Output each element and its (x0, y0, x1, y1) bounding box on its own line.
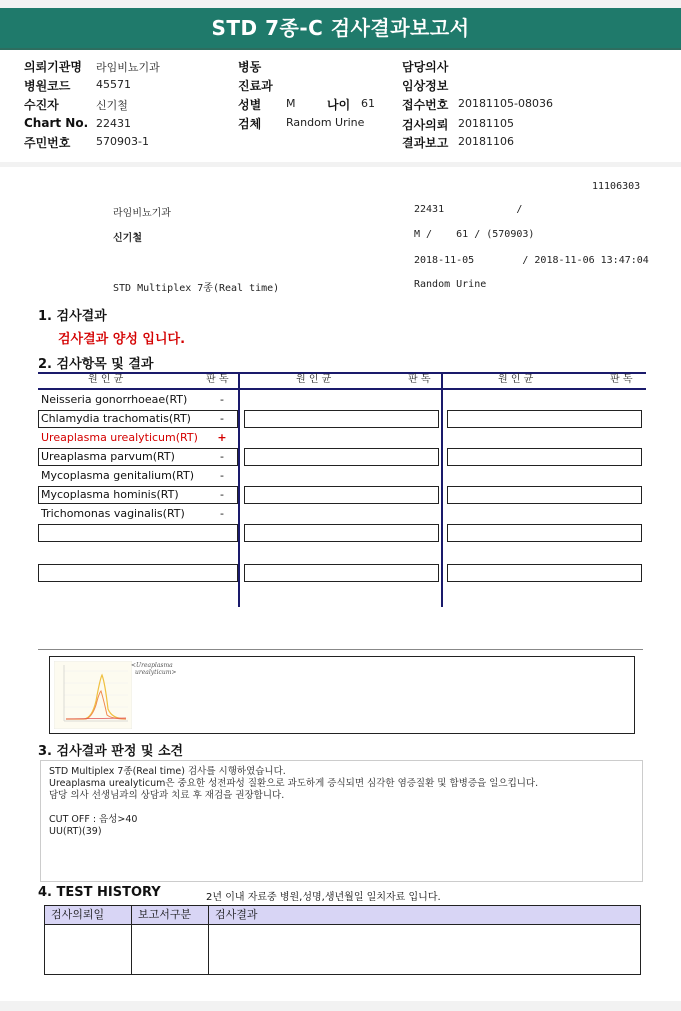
table-row (38, 448, 238, 466)
empty-cell (244, 564, 439, 582)
empty-cell (447, 486, 642, 504)
institution-label: 의뢰기관명 (24, 60, 82, 74)
report-dates: 2018-11-05 / 2018-11-06 13:47:04 (414, 255, 649, 266)
section-result-title: 1. 검사결과 (38, 309, 107, 324)
opinion-line: Ureaplasma urealyticum은 중요한 성전파성 질환으로 과도하게 증식되면 심각한 염증질환 및 합병증을 일으킵니다. (49, 778, 539, 789)
table-row (38, 391, 238, 409)
grid-header-rule (38, 388, 646, 390)
col-pathogen-3: 원 인 균 (498, 374, 534, 385)
empty-cell (447, 448, 642, 466)
pathogen-result: - (220, 469, 224, 482)
history-col-report-type: 보고서구분 (132, 906, 209, 924)
report-patient: 신기철 (113, 233, 142, 244)
pathogen-result: - (220, 488, 224, 501)
empty-cell (244, 524, 439, 542)
empty-cell (38, 524, 238, 542)
chart-no-value: 22431 (96, 117, 131, 130)
opinion-box (40, 760, 643, 882)
amplification-curve-thumbnail (54, 661, 132, 729)
pathogen-name: Mycoplasma genitalium(RT) (41, 469, 195, 482)
opinion-line: CUT OFF : 음성>40 (49, 814, 138, 825)
empty-cell (244, 486, 439, 504)
receipt-no-value: 20181105-08036 (458, 97, 553, 110)
pathogen-name: Chlamydia trachomatis(RT) (41, 412, 191, 425)
pathogen-name: Ureaplasma urealyticum(RT) (41, 431, 198, 444)
empty-cell (244, 448, 439, 466)
report-institution: 라임비뇨기과 (113, 208, 171, 219)
document-number: 11106303 (592, 181, 641, 192)
table-row (38, 486, 238, 504)
pathogen-result: - (220, 507, 224, 520)
col-judgement-1: 판 독 (206, 374, 229, 385)
empty-cell (447, 524, 642, 542)
report-specimen: Random Urine (414, 279, 487, 290)
table-row-positive (38, 429, 238, 447)
clinical-info-label: 임상정보 (402, 79, 449, 93)
history-cell (45, 925, 132, 974)
pathogen-result: - (220, 393, 224, 406)
patient-value: 신기철 (96, 99, 128, 112)
test-history-table (44, 905, 641, 975)
specimen-label: 검체 (238, 117, 262, 131)
col-judgement-3: 판 독 (610, 374, 633, 385)
pathogen-result: - (220, 450, 224, 463)
amplification-chart-box (49, 656, 635, 734)
ward-label: 병동 (238, 60, 262, 74)
empty-cell (38, 564, 238, 582)
divider-line (38, 649, 643, 650)
pathogen-result-grid (38, 372, 646, 607)
history-cell (132, 925, 209, 974)
report-title: STD 7종-C 검사결과보고서 (0, 8, 681, 48)
patient-label: 수진자 (24, 98, 59, 112)
table-row (38, 467, 238, 485)
sex-label: 성별 (238, 98, 262, 112)
report-date-label: 결과보고 (402, 136, 449, 150)
institution-value: 라임비뇨기과 (96, 61, 160, 74)
empty-cell (447, 564, 642, 582)
table-row (38, 410, 238, 428)
report-test-name: STD Multiplex 7종(Real time) (113, 283, 280, 294)
age-value: 61 (361, 97, 375, 110)
opinion-line: STD Multiplex 7종(Real time) 검사를 시행하였습니다. (49, 766, 286, 777)
chart-legend-line-1: <Ureaplasma (131, 662, 173, 669)
request-date-label: 검사의뢰 (402, 118, 449, 132)
chart-legend-line-2: urealyticum> (135, 669, 177, 676)
history-col-result: 검사결과 (215, 908, 258, 921)
dept-label: 진료과 (238, 79, 273, 93)
grid-divider-1 (238, 372, 240, 607)
specimen-value: Random Urine (286, 116, 365, 129)
resident-no-value: 570903-1 (96, 135, 149, 148)
patient-header (0, 48, 681, 162)
resident-no-label: 주민번호 (24, 136, 71, 150)
hospital-code-label: 병원코드 (24, 79, 71, 93)
pathogen-name: Mycoplasma hominis(RT) (41, 488, 179, 501)
report-chart-no: 22431 / (414, 204, 523, 215)
pathogen-result: + (217, 431, 227, 444)
col-pathogen-1: 원 인 균 (88, 374, 124, 385)
doctor-label: 담당의사 (402, 60, 449, 74)
empty-cell (244, 410, 439, 428)
section-items-title: 2. 검사항목 및 결과 (38, 357, 154, 372)
opinion-line: UU(RT)(39) (49, 826, 102, 837)
history-col-request-date: 검사의뢰일 (45, 906, 132, 924)
report-sex-age: M / 61 / (570903) (414, 229, 535, 240)
report-date-value: 20181106 (458, 135, 514, 148)
pathogen-result: - (220, 412, 224, 425)
history-note: 2년 이내 자료중 병원,성명,생년월일 일치자료 입니다. (206, 892, 441, 903)
section-history-title: 4. TEST HISTORY (38, 885, 161, 900)
history-header-row (45, 906, 640, 925)
col-judgement-2: 판 독 (408, 374, 431, 385)
empty-cell (447, 410, 642, 428)
request-date-value: 20181105 (458, 117, 514, 130)
sex-value: M (286, 97, 296, 110)
table-row (38, 505, 238, 523)
pathogen-name: Neisseria gonorrhoeae(RT) (41, 393, 188, 406)
grid-divider-2 (441, 372, 443, 607)
age-label: 나이 (327, 98, 351, 112)
hospital-code-value: 45571 (96, 78, 131, 91)
col-pathogen-2: 원 인 균 (296, 374, 332, 385)
pathogen-name: Ureaplasma parvum(RT) (41, 450, 175, 463)
pathogen-name: Trichomonas vaginalis(RT) (41, 507, 185, 520)
grid-top-rule (38, 372, 646, 374)
receipt-no-label: 접수번호 (402, 98, 449, 112)
section-opinion-title: 3. 검사결과 판정 및 소견 (38, 744, 184, 759)
overall-result: 검사결과 양성 입니다. (58, 332, 186, 347)
opinion-blank-line (49, 802, 634, 814)
chart-no-label: Chart No. (24, 116, 89, 130)
opinion-line: 담당 의사 선생님과의 상담과 치료 후 재검을 권장합니다. (49, 790, 285, 801)
